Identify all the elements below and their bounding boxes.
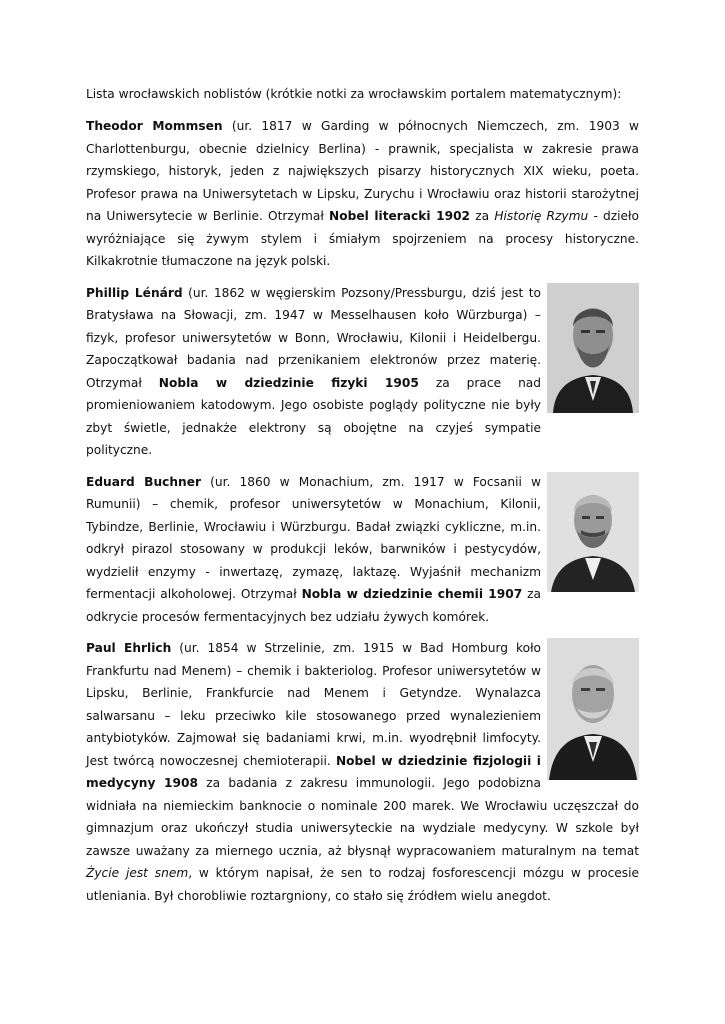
entry-text: za <box>470 209 495 223</box>
entry-buchner <box>86 471 639 629</box>
portrait-photo-ehrlich <box>547 638 639 780</box>
portrait-photo-buchner <box>547 472 639 592</box>
entry-text: , w którym napisał, że sen to rodzaj fosforescencji mózgu w procesie utleniania. Był chorobliwie roztargniony, co stało się źródłem wielu anegdot. <box>86 866 639 903</box>
entry-mommsen <box>86 115 639 273</box>
entry-text: (ur. 1860 w Monachium, zm. 1917 w Focsanii w Rumunii) – chemik, profesor uniwersytetów w Monachium, Kilonii, Tybindze, Berlinie, Wrocławiu i Würzburgu. Badał związki cykliczne, m.in. odkrył pirazol stosowany w produkcji leków, barwników i pestycydów, wydzielił enzymy - inwertazę, zymazę, laktazę. Wyjaśnił mechanizm fermentacji alkoholowej. Otrzymał <box>86 474 542 601</box>
work-title: Historię Rzymu <box>494 209 589 223</box>
entry-text: (ur. 1817 w Garding w północnych Niemczech, zm. 1903 w Charlottenburgu, obecnie dzielnicy Berlina) - prawnik, specjalista w zakresie prawa rzymskiego, historyk, jeden z największych pisarzy historycznych XIX wieku, poeta. Profesor prawa na Uniwersytetach w Lipsku, Zurychu i Wrocławiu oraz historii starożytnej na Uniwersytecie w Berlinie. Otrzymał <box>86 119 640 223</box>
entry-text: (ur. 1854 w Strzelinie, zm. 1915 w Bad Homburg koło Frankfurtu nad Menem) – chemik i bakteriolog. Profesor uniwersytetów w Lipsku, Berlinie, Frankfurcie nad Menem i Getyndze. Wynalazca salwarsanu – leku przeciwko kile stosowanego przed wynalezieniem antybiotyków. Zajmował się badaniami krwi, m.in. wyodrębnił limfocyty. Jest twórcą nowoczesnej chemioterapii. <box>86 641 542 768</box>
prize-name: Nobel literacki 1902 <box>329 209 471 223</box>
entry-text: za prace nad promieniowaniem katodowym. Jego osobiste poglądy polityczne nie były zbyt świetle, jednakże elektrony są obojętne na czyjeś sympatie polityczne. <box>86 375 541 457</box>
prize-name: Nobla w dziedzinie chemii 1907 <box>301 587 523 601</box>
laureate-name: Phillip Lénárd <box>86 285 183 300</box>
entry-ehrlich <box>86 637 639 907</box>
prize-name: Nobel w dziedzinie fizjologii i medycyny 1908 <box>86 753 541 790</box>
document-page <box>86 86 639 916</box>
entry-text: za badania z zakresu immunologii. Jego podobizna widniała na niemieckim banknocie o nominale 200 marek. We Wrocławiu uczęszczał do gimnazjum oraz ukończył studia uniwersyteckie na wydziale medycyny. W szkole był zawsze uważany za miernego ucznia, aż błysnął wypracowaniem maturalnym na temat <box>86 776 639 858</box>
prize-name: Nobla w dziedzinie fizyki 1905 <box>158 375 419 390</box>
entry-text: - dzieło wyróżniające się żywym stylem i śmiałym spojrzeniem na procesy historyczne. Kilkakrotnie tłumaczone na język polski. <box>86 209 639 268</box>
entry-text: za odkrycie procesów fermentacyjnych bez udziału żywych komórek. <box>86 587 541 624</box>
entry-text: (ur. 1862 w węgierskim Pozsony/Pressburgu, dziś jest to Bratysława na Słowacji, zm. 1947 w Messelhausen koło Würzburga) – fizyk, profesor uniwersytetów w Bonn, Wrocławiu, Kilonii i Heidelbergu. Zapoczątkował badania nad przenikaniem elektronów przez materię. Otrzymał <box>86 285 542 390</box>
laureate-name: Theodor Mommsen <box>86 119 223 133</box>
portrait-photo-lenard <box>547 283 639 413</box>
laureate-name: Paul Ehrlich <box>86 641 172 655</box>
laureate-name: Eduard Buchner <box>86 474 202 489</box>
entry-lenard <box>86 282 639 462</box>
work-title: Życie jest snem <box>86 866 189 880</box>
page-title: Lista wrocławskich noblistów (krótkie notki za wrocławskim portalem matematycznym): <box>86 87 622 101</box>
